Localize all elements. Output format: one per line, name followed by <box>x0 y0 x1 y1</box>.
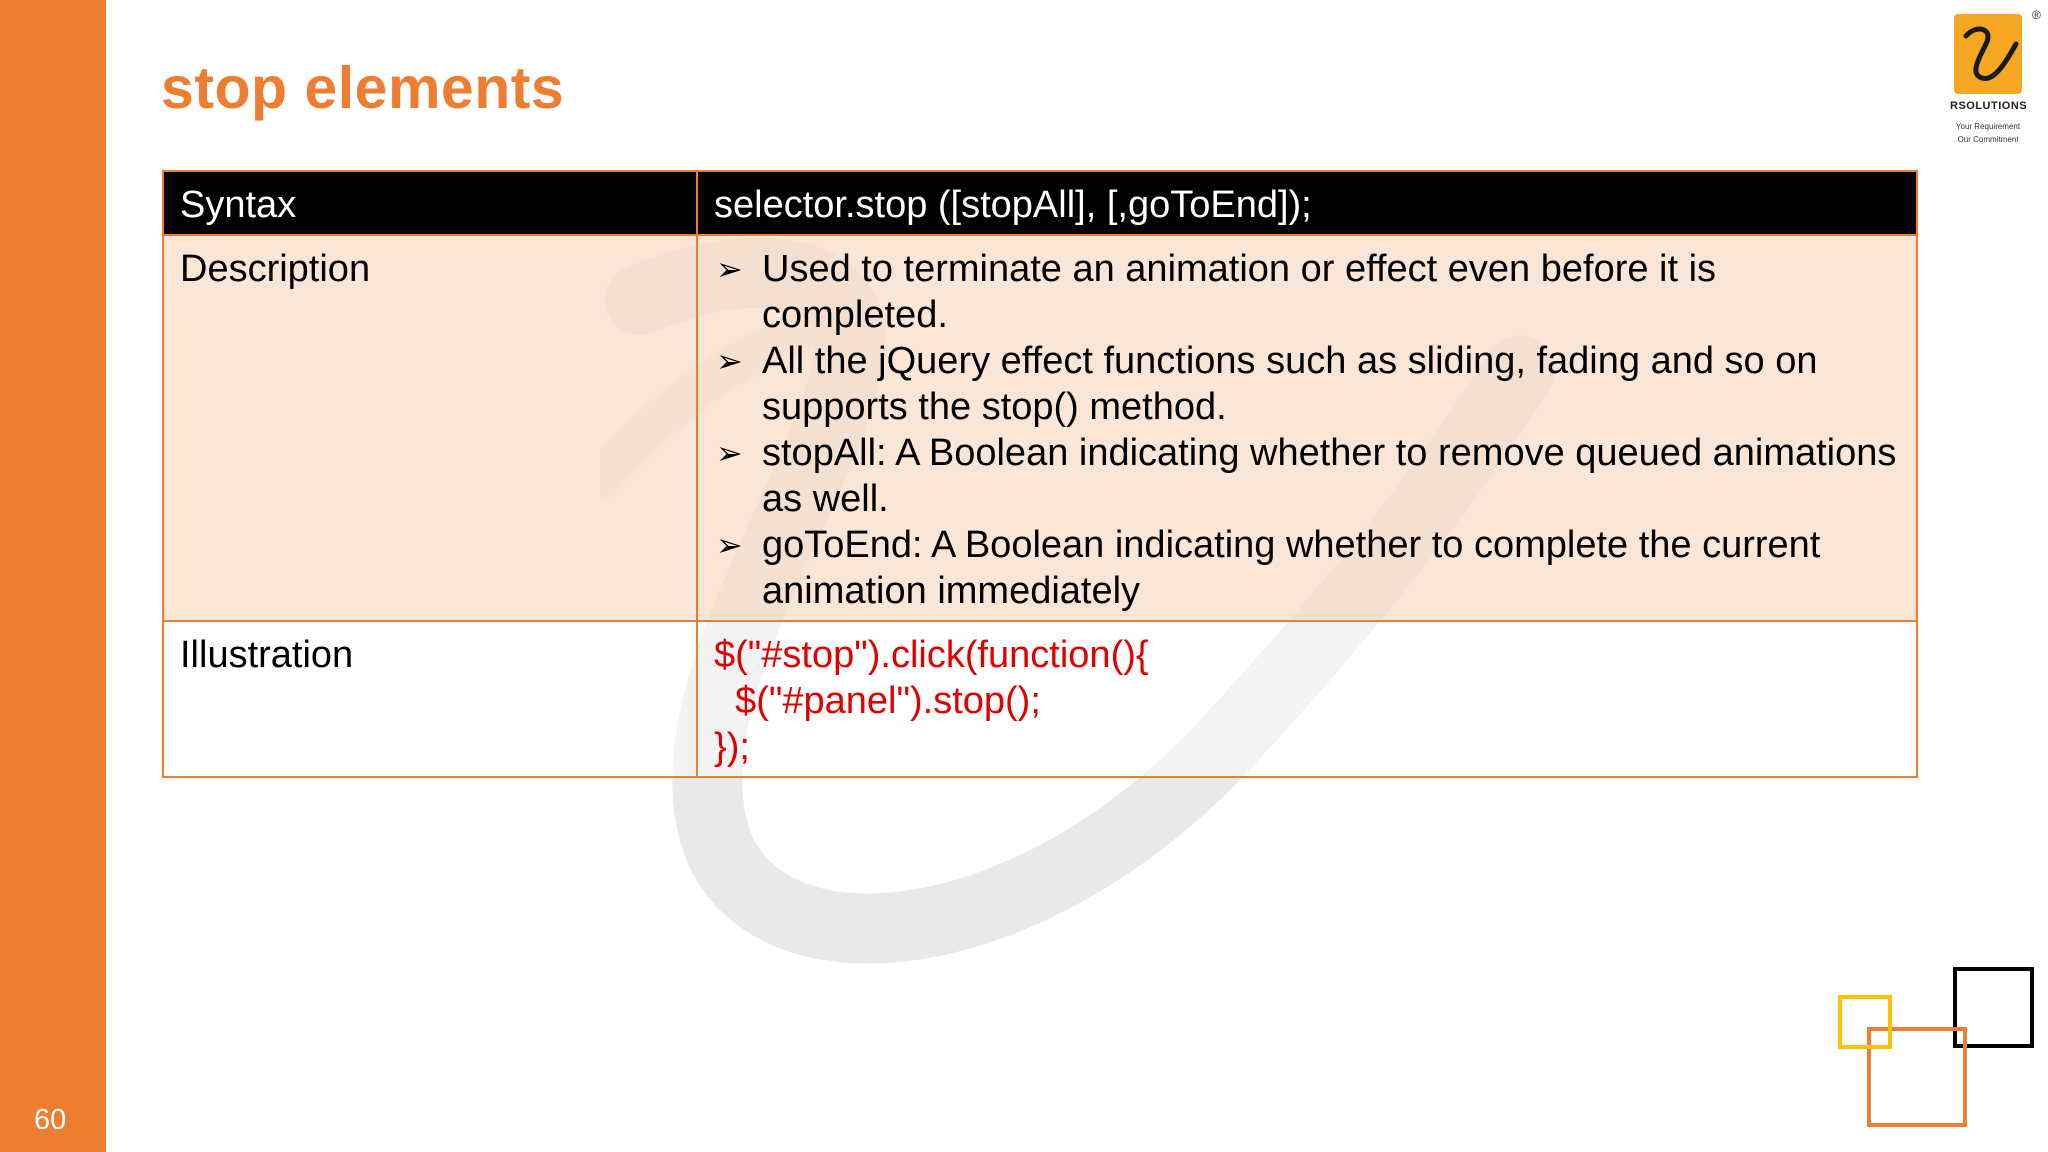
syntax-table <box>162 170 1918 778</box>
logo-tagline-2: Our Commitment <box>1957 135 2019 144</box>
logo-tagline-1: Your Requirement <box>1955 122 2021 131</box>
page-number: 60 <box>34 1104 67 1136</box>
table-row-description <box>163 235 1917 621</box>
description-cell <box>697 235 1917 621</box>
logo-tagline <box>1950 120 2026 146</box>
registered-mark: ® <box>2032 8 2041 22</box>
description-list <box>714 246 1900 614</box>
logo-name: RSOLUTIONS <box>1950 100 2028 112</box>
bullet-text: Used to terminate an animation or effect even before it is completed. <box>762 248 1717 336</box>
code-line: }); <box>714 726 750 768</box>
table-row-illustration <box>163 621 1917 777</box>
list-item <box>714 338 1900 430</box>
illustration-label: Illustration <box>163 621 697 777</box>
list-item <box>714 430 1900 522</box>
description-label: Description <box>163 235 697 621</box>
list-item <box>714 246 1900 338</box>
left-accent-bar <box>0 0 106 1152</box>
illustration-code <box>697 621 1917 777</box>
slide-title: stop elements <box>161 55 565 121</box>
list-item <box>714 522 1900 614</box>
syntax-value: selector.stop ([stopAll], [,goToEnd]); <box>697 171 1917 235</box>
bullet-text: goToEnd: A Boolean indicating whether to complete the current animation immediately <box>762 524 1821 612</box>
syntax-label: Syntax <box>163 171 697 235</box>
code-line: $("#stop").click(function(){ <box>714 634 1149 676</box>
bullet-text: stopAll: A Boolean indicating whether to remove queued animations as well. <box>762 432 1897 520</box>
company-logo <box>1950 8 2044 148</box>
arrow-bullet-icon: ➢ <box>716 343 743 379</box>
table-row-syntax <box>163 171 1917 235</box>
logo-mark-icon <box>1954 14 2022 94</box>
arrow-bullet-icon: ➢ <box>716 435 743 471</box>
code-line: $("#panel").stop(); <box>714 680 1041 722</box>
arrow-bullet-icon: ➢ <box>716 527 743 563</box>
arrow-bullet-icon: ➢ <box>716 251 743 287</box>
decor-square-yellow <box>1838 995 1892 1049</box>
bullet-text: All the jQuery effect functions such as sliding, fading and so on supports the stop() method. <box>762 340 1818 428</box>
